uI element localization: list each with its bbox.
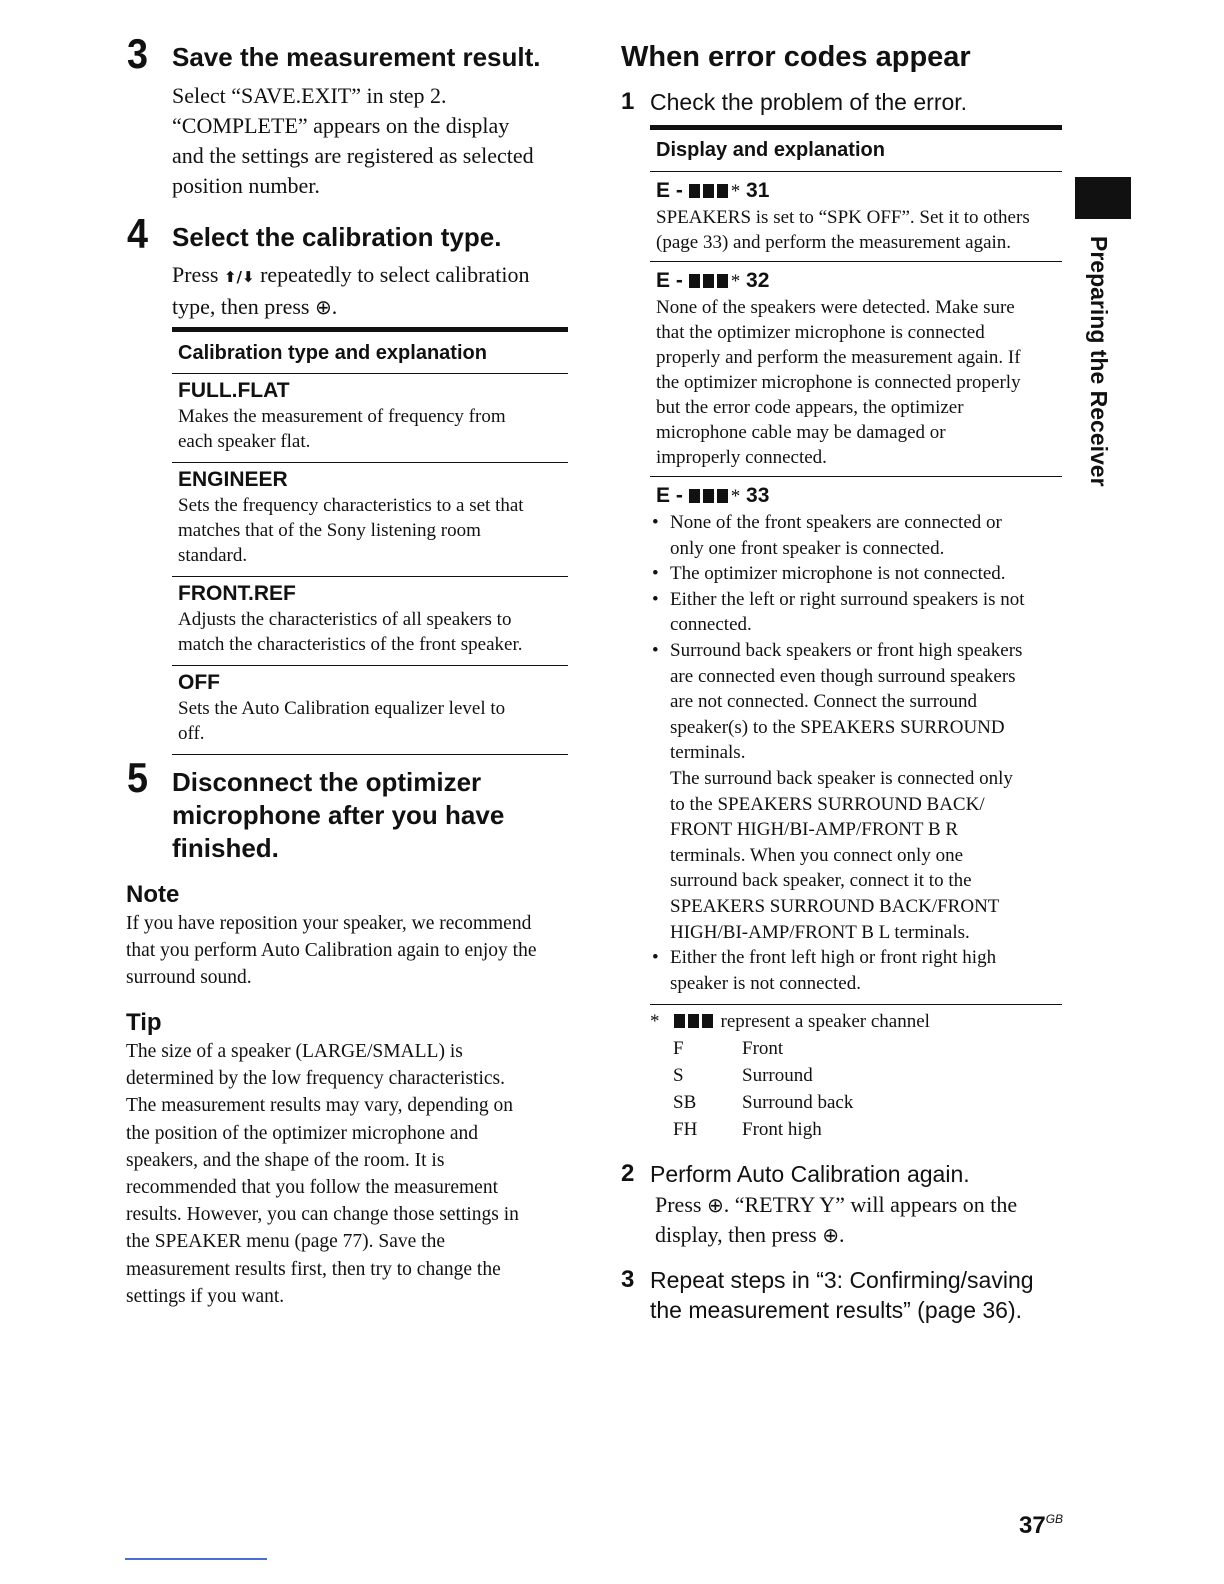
legend-label: Surround [742, 1065, 813, 1086]
step-3-title: Save the measurement result. [172, 42, 541, 72]
row-desc: that the optimizer microphone is connected [656, 322, 985, 343]
tip-line: recommended that you follow the measurement [126, 1177, 499, 1199]
right-step-2-title: Perform Auto Calibration again. [650, 1161, 970, 1187]
bullet-line: FRONT HIGH/BI-AMP/FRONT B R [670, 819, 959, 841]
row-title: OFF [178, 671, 220, 694]
step-3-number: 3 [127, 30, 149, 77]
channel-block-icon [717, 274, 728, 288]
row-desc: improperly connected. [656, 447, 827, 468]
code-prefix: E - [656, 179, 683, 202]
step-text: . “RETRY Y” will appears on the [723, 1192, 1018, 1217]
step-4-number: 4 [127, 210, 149, 257]
step-4-text: type, then press [172, 294, 315, 319]
channel-block-icon [717, 489, 728, 503]
bullet-line: speaker is not connected. [670, 972, 861, 994]
bullet-line: connected. [670, 614, 752, 636]
step-text: Press [655, 1192, 707, 1217]
channel-legend [650, 1008, 930, 1143]
asterisk: * [730, 486, 741, 507]
table-row [650, 476, 1062, 1005]
channel-block-icon [689, 489, 700, 503]
row-desc: None of the speakers were detected. Make sure [656, 297, 1015, 318]
bullet-line: • The optimizer microphone is not connected. [670, 563, 1006, 585]
table-row [172, 665, 568, 755]
bullet-line: are not connected. Connect the surround [670, 691, 978, 713]
right-step-2-body [655, 1190, 1017, 1250]
channel-block-icon [703, 274, 714, 288]
step-5-title-line: Disconnect the optimizer [172, 767, 482, 797]
bullet-item [650, 945, 1056, 996]
step-5-title-line: finished. [172, 833, 279, 863]
bullet-item [650, 587, 1056, 638]
tip-line: results. However, you can change those settings in [126, 1204, 519, 1226]
bullet-item [650, 561, 1056, 587]
legend-row [650, 1116, 930, 1143]
bullet-line: HIGH/BI-AMP/FRONT B L terminals. [670, 921, 970, 943]
row-title: ENGINEER [178, 468, 288, 491]
step-4-text: Press [172, 262, 224, 287]
table-row [172, 462, 568, 576]
row-desc: the optimizer microphone is connected properly [656, 372, 1021, 393]
legend-code: SB [673, 1092, 697, 1113]
code-number: 32 [746, 269, 770, 292]
channel-block-icon [688, 1014, 699, 1028]
row-desc: (page 33) and perform the measurement again. [656, 232, 1012, 253]
row-desc: microphone cable may be damaged or [656, 422, 946, 443]
right-step-3-number: 3 [621, 1266, 635, 1293]
bullet-line: SPEAKERS SURROUND BACK/FRONT [670, 895, 1000, 917]
step-3-body [172, 81, 534, 201]
calibration-rows [172, 374, 568, 755]
step-title-line: the measurement results” (page 36). [650, 1297, 1023, 1323]
page-number-value: 37 [1019, 1512, 1046, 1539]
row-desc: SPEAKERS is set to “SPK OFF”. Set it to others [656, 207, 1030, 228]
step-5-number: 5 [127, 754, 149, 801]
step-4-text: repeatedly to select calibration [254, 262, 530, 287]
step-3-line: Select “SAVE.EXIT” in step 2. [172, 83, 447, 108]
row-desc: matches that of the Sony listening room [178, 520, 481, 541]
step-3-line: “COMPLETE” appears on the display [172, 113, 510, 138]
row-desc: Makes the measurement of frequency from [178, 406, 506, 427]
bullet-item [650, 510, 1056, 561]
row-desc: off. [178, 723, 205, 744]
legend-label: Surround back [742, 1092, 854, 1113]
step-3-line: position number. [172, 173, 320, 198]
row-desc: Sets the frequency characteristics to a set that [178, 495, 524, 516]
step-5-title-line: microphone after you have [172, 800, 505, 830]
asterisk: * [730, 271, 741, 292]
note-line: If you have reposition your speaker, we recommend [126, 913, 532, 934]
code-prefix: E - [656, 269, 683, 292]
row-desc: standard. [178, 545, 248, 566]
bullet-line: surround back speaker, connect it to the [670, 870, 972, 892]
legend-row [650, 1035, 930, 1062]
bullet-line: terminals. [670, 742, 746, 764]
legend-label: Front [742, 1038, 784, 1059]
error-33-bullets [650, 510, 1056, 996]
bullet-line: • Either the left or right surround speakers is not [670, 588, 1025, 610]
page-number-suffix: GB [1045, 1512, 1064, 1526]
bullet-line: • Surround back speakers or front high speakers [670, 639, 1023, 661]
error-code [656, 268, 1056, 295]
error-code [650, 483, 1056, 510]
calibration-type-table [172, 327, 568, 755]
legend-code: FH [673, 1119, 698, 1140]
tip-line: speakers, and the shape of the room. It is [126, 1149, 445, 1171]
tip-line: measurement results first, then try to change the [126, 1258, 501, 1280]
channel-block-icon [703, 489, 714, 503]
table-row [650, 261, 1062, 476]
table-header: Calibration type and explanation [178, 342, 487, 364]
tip-line: settings if you want. [126, 1285, 285, 1307]
step-4-title: Select the calibration type. [172, 222, 502, 252]
tip-line: determined by the low frequency characteristics. [126, 1068, 506, 1090]
step-4-body [172, 260, 529, 322]
row-desc: Sets the Auto Calibration equalizer level to [178, 698, 506, 719]
note-heading: Note [126, 881, 180, 908]
tip-line: The size of a speaker (LARGE/SMALL) is [126, 1041, 463, 1062]
channel-block-icon [689, 184, 700, 198]
enter-button-icon: ⊕ [314, 295, 332, 319]
legend-row [650, 1062, 930, 1089]
bullet-line: The surround back speaker is connected only [670, 767, 1013, 789]
enter-button-icon: ⊕ [822, 1223, 839, 1247]
step-title-line: Repeat steps in “3: Confirming/saving [650, 1267, 1034, 1293]
tip-heading: Tip [126, 1009, 162, 1036]
row-desc: Adjusts the characteristics of all speakers to [178, 609, 512, 630]
row-title: FULL.FLAT [178, 379, 290, 402]
channel-block-icon [674, 1014, 685, 1028]
legend-row [650, 1089, 930, 1116]
section-title: When error codes appear [621, 41, 971, 73]
up-down-arrows-icon: ⬆/⬇ [223, 268, 255, 286]
channel-block-icon [703, 184, 714, 198]
channel-block-icon [717, 184, 728, 198]
right-step-1-number: 1 [621, 88, 635, 115]
table-row [172, 374, 568, 462]
legend-caption-text: represent a speaker channel [720, 1011, 930, 1032]
code-number: 31 [746, 179, 770, 202]
bullet-line: only one front speaker is connected. [670, 537, 945, 559]
legend-caption [650, 1008, 930, 1035]
step-3-line: and the settings are registered as selected [172, 143, 534, 168]
page-number [1019, 1512, 1063, 1540]
error-code-table [650, 125, 1062, 1005]
bullet-line: speaker(s) to the SPEAKERS SURROUND [670, 716, 1005, 738]
code-prefix: E - [656, 484, 683, 507]
tip-line: the SPEAKER menu (page 77). Save the [126, 1231, 445, 1253]
channel-block-icon [689, 274, 700, 288]
bullet-line: to the SPEAKERS SURROUND BACK/ [670, 793, 985, 815]
bullet-line: • Either the front left high or front right high [670, 947, 997, 969]
bullet-item [650, 638, 1056, 945]
footer-divider [125, 1558, 267, 1560]
tip-text [126, 1038, 519, 1310]
table-row [650, 172, 1062, 261]
table-row [172, 576, 568, 665]
tip-line: The measurement results may vary, depending on [126, 1095, 513, 1117]
row-title: FRONT.REF [178, 582, 296, 605]
asterisk: * [650, 1011, 660, 1032]
tip-line: the position of the optimizer microphone and [126, 1122, 478, 1144]
asterisk: * [730, 181, 741, 202]
step-text: . [838, 1222, 845, 1247]
step-text: display, then press [655, 1222, 823, 1247]
legend-code: S [673, 1065, 684, 1086]
right-step-3-title [650, 1265, 1034, 1325]
error-code [656, 178, 1056, 205]
section-tab-marker [1075, 177, 1131, 219]
bullet-line: • None of the front speakers are connected or [670, 512, 1002, 533]
enter-button-icon: ⊕ [706, 1193, 724, 1217]
code-number: 33 [746, 484, 770, 507]
row-desc: properly and perform the measurement again. If [656, 347, 1021, 368]
row-desc: each speaker flat. [178, 431, 311, 452]
legend-label: Front high [742, 1119, 822, 1140]
step-4-text: . [331, 294, 338, 319]
table-header: Display and explanation [656, 139, 885, 161]
note-text [126, 910, 537, 992]
row-desc: match the characteristics of the front speaker. [178, 634, 523, 655]
bullet-line: are connected even though surround speakers [670, 665, 1016, 687]
row-desc: but the error code appears, the optimizer [656, 397, 964, 418]
channel-block-icon [702, 1014, 713, 1028]
step-5-title [172, 766, 504, 865]
bullet-line: terminals. When you connect only one [670, 844, 964, 866]
note-line: surround sound. [126, 967, 252, 989]
legend-code: F [673, 1038, 684, 1059]
note-line: that you perform Auto Calibration again to enjoy the [126, 940, 537, 962]
section-tab-label: Preparing the Receiver [1086, 236, 1112, 487]
right-step-1-title: Check the problem of the error. [650, 89, 968, 115]
right-step-2-number: 2 [621, 1160, 635, 1187]
